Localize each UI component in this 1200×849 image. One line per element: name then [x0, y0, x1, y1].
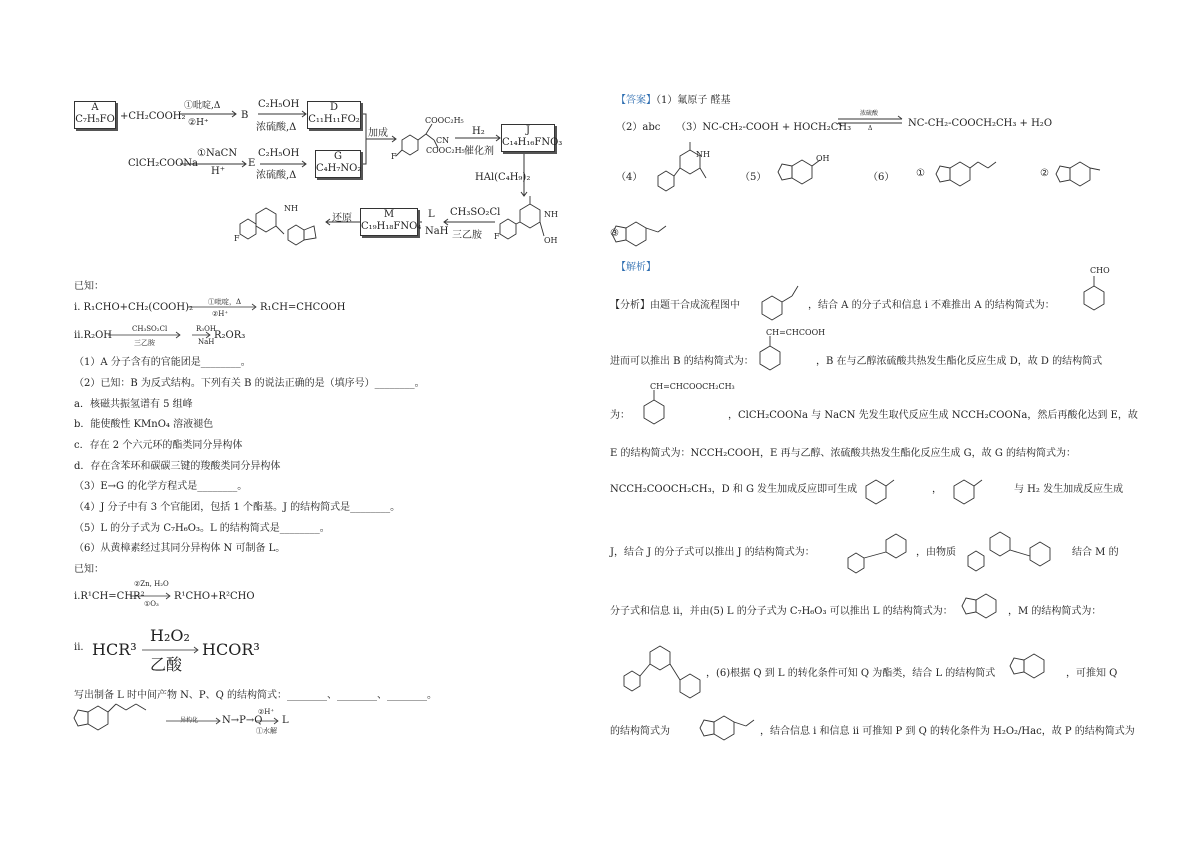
compound-B: B	[241, 110, 249, 121]
rule-ii-top: CH₃SO₂Cl	[132, 325, 168, 333]
J-label: J	[525, 125, 530, 136]
answer-3-product: NC-CH₂-COOCH₂CH₃ + H₂O	[908, 118, 1053, 129]
analysis-p7b: ，M 的结构简式为：	[1008, 606, 1102, 617]
answer-4-nh: NH	[696, 150, 710, 159]
rule-i: i. R₁CHO+CH₂(COOH)₂	[74, 302, 194, 313]
isomerization-reagent: 异构化	[180, 717, 199, 724]
analysis-p6a: J，结合 J 的分子式可以推出 J 的结构简式为：	[610, 547, 815, 558]
adduct-ester-bottom: COOC₂H₅	[426, 146, 465, 155]
product-nh: NH	[284, 204, 298, 213]
analysis-p5c: 与 H₂ 发生加成反应生成	[1014, 484, 1124, 495]
acid-conditions-2: 浓硫酸,Δ	[256, 170, 297, 181]
answer-2: （2）abc	[616, 122, 661, 133]
reduction-label: 还原	[332, 213, 352, 224]
answer-6-2: ②	[1040, 168, 1049, 179]
analysis-p3b: ，ClCH₂COONa 与 NaCN 先发生取代反应生成 NCCH₂COONa，然后再酸化达到 E，故	[728, 410, 1138, 421]
D-label: D	[329, 102, 339, 113]
answer-3-delta: Δ	[868, 125, 873, 132]
analysis-chcooh: CH=CHCOOH	[766, 328, 826, 337]
question-2: （2）已知：B 为反式结构。下列有关 B 的说法正确的是（填序号）________。	[74, 378, 425, 389]
product-structure	[240, 208, 316, 245]
answer-5: （5）	[740, 172, 767, 183]
sodium-hydride: NaH	[425, 226, 449, 237]
compound-J-box	[501, 124, 563, 152]
step1-conditions-bottom: ②H⁺	[188, 118, 209, 128]
question-1: （1）A 分子含有的官能团是________。	[74, 357, 251, 368]
rule2-i-bottom: ①O₃	[144, 600, 159, 608]
safrole-structure	[74, 704, 146, 730]
rule-ii: ii.R₂OH	[74, 330, 113, 341]
question-3: （3）E→G 的化学方程式是________。	[74, 481, 248, 492]
compound-G-box	[315, 150, 361, 178]
option-b: b．能使酸性 KMnO₄ 溶液褪色	[74, 419, 214, 430]
adduct-ester-top: COOC₂H₅	[425, 116, 464, 125]
question-6: （6）从黄樟素经过其同分异构体 N 可制备 L。	[74, 543, 286, 554]
analysis-p9a: 的结构简式为	[610, 726, 670, 737]
known-heading-1: 已知：	[74, 281, 104, 292]
triethylamine: 三乙胺	[452, 230, 482, 241]
dibal-reagent: HAl(C₄H₉)₂	[475, 172, 531, 183]
malonic-acid: +CH₂COOH₂	[120, 111, 186, 122]
cyanide-conditions-top: ①NaCN	[197, 148, 238, 159]
path-top: ②H⁺	[258, 708, 275, 716]
answer-tag: 【答案】	[616, 95, 656, 106]
analysis-p5b: ，	[932, 484, 942, 495]
intermediate-chain: N→P→Q	[222, 715, 263, 726]
lactam-oh: OH	[544, 236, 558, 245]
reagent-L: L	[428, 209, 435, 220]
analysis-p2a: 进而可以推出 B 的结构简式为：	[610, 356, 754, 367]
G-formula: C₄H₇NO₂	[316, 163, 362, 174]
ethanol-1: C₂H₅OH	[258, 99, 300, 110]
option-c: c．存在 2 个六元环的酯类同分异构体	[74, 440, 243, 451]
addition-label: 加成	[368, 128, 388, 139]
rule-ii-bottom: 三乙胺	[134, 339, 155, 347]
cyanide-conditions-bottom: H⁺	[211, 166, 225, 177]
rule-ii-bottom2: NaH	[198, 338, 215, 346]
catalyst: 催化剂	[464, 146, 494, 157]
G-label: G	[334, 151, 342, 162]
rule2-ii: ii.	[74, 642, 84, 653]
rule-i-product: R₁CH=CHCOOH	[260, 302, 346, 313]
compound-D-box	[307, 101, 361, 129]
answer-3: （3）NC-CH₂-COOH + HOCH₂CH₃	[676, 122, 852, 133]
answer-1: （1）氟原子 醛基	[656, 95, 731, 106]
answer-5-oh: OH	[816, 154, 830, 163]
analysis-p7a: 分子式和信息 ii，并由(5) L 的分子式为 C₇H₆O₃ 可以推出 L 的结构简式为：	[610, 606, 953, 617]
rule-ii-top2: R₃OH	[196, 325, 216, 333]
adduct-cn: CN	[436, 136, 450, 145]
question-4: （4）J 分子中有 3 个官能团，包括 1 个酯基。J 的结构简式是________。	[74, 502, 401, 513]
write-prompt: 写出制备 L 时中间产物 N、P、Q 的结构简式：________、________、________。	[74, 690, 438, 701]
answer-6-3: ③	[610, 228, 619, 239]
rule2-ii-oxidant: H₂O₂	[150, 626, 190, 645]
analysis-p4: E 的结构简式为：NCCH₂COOH，E 再与乙醇、浓硫酸共热发生酯化反应生成 G，故 G 的结构简式为：	[610, 448, 1077, 459]
analysis-p6c: 结合 M 的	[1072, 547, 1119, 558]
step1-conditions-top: ①吡啶,Δ	[184, 101, 221, 111]
sodium-chloroacetate: ClCH₂COONa	[128, 158, 198, 169]
analysis-ester: CH=CHCOOCH₂CH₃	[650, 382, 735, 391]
answer-4: （4）	[616, 172, 643, 183]
analysis-p2b: ，B 在与乙醇浓硫酸共热发生酯化反应生成 D，故 D 的结构简式	[816, 356, 1103, 367]
A-formula: C₇H₅FO	[75, 114, 115, 125]
M-label: M	[383, 209, 395, 220]
rule-ii-product: R₂OR₃	[214, 330, 246, 341]
analysis-p1a: 【分析】由题干合成流程图中	[610, 300, 740, 311]
lactam-nh: NH	[544, 210, 558, 219]
rule2-i-top: ②Zn, H₂O	[134, 580, 169, 588]
J-formula: C₁₄H₁₆FNO₃	[502, 137, 563, 148]
compound-M-box	[360, 208, 422, 236]
analysis-p5a: NCCH₂COOCH₂CH₃，D 和 G 发生加成反应即可生成	[610, 484, 858, 495]
answer-line-1	[616, 91, 731, 106]
analysis-tag: 【解析】	[616, 262, 656, 273]
analysis-p9b: ，结合信息 i 和信息 ii 可推知 P 到 Q 的转化条件为 H₂O₂/Hac，故 P 的结构简式为	[760, 726, 1135, 737]
option-a: a．核磁共振氢谱有 5 组峰	[74, 399, 193, 410]
analysis-p1b: ，结合 A 的分子式和信息 i 不难推出 A 的结构简式为：	[808, 300, 1055, 311]
rule-i-bottom: ②H⁺	[212, 310, 229, 318]
hydrogen: H₂	[472, 126, 485, 137]
adduct-fluorine: F	[391, 152, 397, 161]
ethanol-2: C₂H₅OH	[258, 148, 300, 159]
question-5: （5）L 的分子式为 C₇H₆O₃。L 的结构简式是________。	[74, 523, 330, 534]
rule2-ii-reactant: HCR³	[92, 640, 137, 659]
product-fluorine: F	[234, 234, 240, 243]
analysis-cho: CHO	[1090, 266, 1110, 275]
mesyl-chloride: CH₃SO₂Cl	[450, 207, 501, 218]
M-formula: C₁₉H₁₈FNO₄	[361, 221, 422, 232]
rule2-ii-product: HCOR³	[202, 640, 260, 659]
analysis-p8a: ，(6)根据 Q 到 L 的转化条件可知 Q 为酯类，结合 L 的结构简式	[706, 668, 996, 679]
target-L: L	[282, 715, 289, 726]
lactam-structure	[500, 196, 544, 239]
acid-conditions-1: 浓硫酸,Δ	[256, 122, 297, 133]
answer-6-1: ①	[916, 168, 925, 179]
answer-6: （6）	[868, 172, 895, 183]
rule-i-top: ①吡啶，Δ	[208, 298, 242, 306]
rule2-i-product: R¹CHO+R²CHO	[174, 591, 255, 602]
lactam-fluorine: F	[494, 232, 500, 241]
path-bottom: ①水解	[256, 727, 277, 735]
known-heading-2: 已知：	[74, 564, 104, 575]
A-label: A	[91, 102, 99, 113]
rule2-ii-solvent: 乙酸	[150, 655, 183, 674]
rule2-i: i.R¹CH=CHR²	[74, 591, 145, 602]
answer-3-condition: 浓硫酸	[860, 110, 879, 117]
analysis-p3a: 为：	[610, 410, 630, 421]
analysis-p6b: ，由物质	[916, 547, 956, 558]
option-d: d．存在含苯环和碳碳三键的羧酸类同分异构体	[74, 461, 281, 472]
D-formula: C₁₁H₁₁FO₂	[308, 114, 360, 125]
compound-E: E	[248, 158, 256, 169]
analysis-p8b: ，可推知 Q	[1066, 668, 1118, 679]
